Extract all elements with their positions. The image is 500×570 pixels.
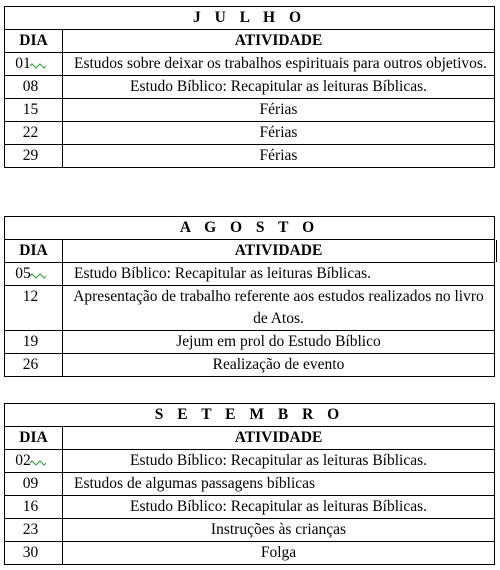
column-header-atividade: ATIVIDADE	[63, 427, 495, 450]
activity-cell: Estudos sobre deixar os trabalhos espirituais para outros objetivos.	[63, 53, 495, 76]
table-row	[5, 122, 495, 145]
table-row	[5, 263, 495, 286]
column-header-atividade: ATIVIDADE	[63, 240, 495, 263]
day-cell: 09	[5, 473, 63, 496]
activity-cell: Estudo Bíblico: Recapitular as leituras Bíblicas.	[63, 76, 495, 99]
text-cursor	[496, 240, 497, 262]
month-title: S E T E M B R O	[5, 404, 495, 427]
table-row	[5, 519, 495, 542]
table-setembro	[4, 403, 495, 565]
activity-cell: Instruções às crianças	[63, 519, 495, 542]
column-header-dia: DIA	[5, 30, 63, 53]
table-row	[5, 53, 495, 76]
table-row	[5, 542, 495, 565]
day-cell: 29	[5, 145, 63, 168]
day-cell: 23	[5, 519, 63, 542]
activity-cell: Estudo Bíblico: Recapitular as leituras Bíblicas.	[63, 496, 495, 519]
table-row	[5, 145, 495, 168]
activity-cell: Jejum em prol do Estudo Bíblico	[63, 331, 495, 354]
table-row	[5, 286, 495, 331]
day-cell: 16	[5, 496, 63, 519]
day-value: 02	[15, 452, 31, 469]
table-row	[5, 496, 495, 519]
day-cell: 12	[5, 286, 63, 331]
table-row	[5, 99, 495, 122]
table-row	[5, 331, 495, 354]
table-row	[5, 354, 495, 377]
column-header-dia: DIA	[5, 427, 63, 450]
activity-cell: Férias	[63, 145, 495, 168]
column-header-atividade: ATIVIDADE	[63, 30, 495, 53]
day-cell	[5, 450, 63, 473]
day-cell: 30	[5, 542, 63, 565]
table-row	[5, 76, 495, 99]
spellcheck-squiggle-icon	[30, 460, 46, 466]
column-header-dia: DIA	[5, 240, 63, 263]
activity-cell: Apresentação de trabalho referente aos estudos realizados no livro de Atos.	[63, 286, 495, 331]
table-row	[5, 450, 495, 473]
day-value: 01	[15, 55, 31, 72]
day-cell: 08	[5, 76, 63, 99]
day-cell: 22	[5, 122, 63, 145]
month-title: J U L H O	[5, 7, 495, 30]
day-cell: 19	[5, 331, 63, 354]
day-cell: 26	[5, 354, 63, 377]
activity-cell: Férias	[63, 122, 495, 145]
activity-cell: Folga	[63, 542, 495, 565]
day-cell	[5, 263, 63, 286]
activity-cell: Férias	[63, 99, 495, 122]
activity-cell: Realização de evento	[63, 354, 495, 377]
spellcheck-squiggle-icon	[30, 273, 46, 279]
day-value: 05	[15, 265, 31, 282]
activity-cell: Estudos de algumas passagens bíblicas	[63, 473, 495, 496]
day-cell	[5, 53, 63, 76]
activity-cell: Estudo Bíblico: Recapitular as leituras Bíblicas.	[63, 450, 495, 473]
spellcheck-squiggle-icon	[30, 63, 46, 69]
table-julho	[4, 6, 495, 168]
month-title: A G O S T O	[5, 217, 495, 240]
table-agosto	[4, 216, 495, 377]
day-cell: 15	[5, 99, 63, 122]
table-row	[5, 473, 495, 496]
activity-cell: Estudo Bíblico: Recapitular as leituras Bíblicas.	[63, 263, 495, 286]
